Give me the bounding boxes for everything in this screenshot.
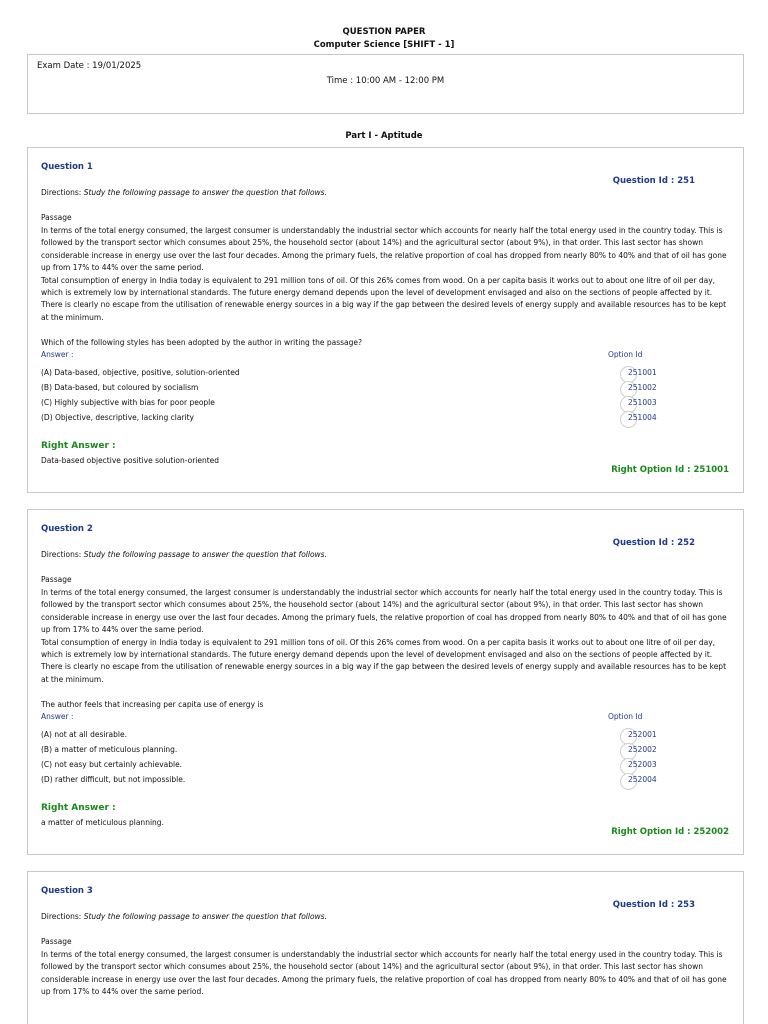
directions-text: Study the following passage to answer the question that follows.	[83, 912, 327, 921]
question-card-3	[27, 871, 744, 1024]
passage-label: Passage	[41, 575, 72, 584]
question-card-1	[27, 147, 744, 493]
exam-info-box	[27, 54, 744, 114]
answer-label: Answer :	[41, 712, 74, 721]
question-id: Question Id : 252	[612, 538, 695, 548]
passage-label: Passage	[41, 213, 72, 222]
option-text: (A) not at all desirable.	[41, 730, 127, 739]
question-directions	[41, 550, 327, 559]
option-id: 251001	[628, 368, 657, 377]
question-text: Which of the following styles has been adopted by the author in writing the passage?	[41, 338, 363, 347]
question-id: Question Id : 251	[612, 176, 695, 186]
option-id: 252002	[628, 745, 657, 754]
option-row	[41, 744, 731, 759]
question-directions	[41, 912, 327, 921]
page-title: QUESTION PAPER	[342, 27, 426, 37]
question-heading: Question 1	[41, 162, 93, 172]
option-row	[41, 397, 731, 412]
option-text: (A) Data-based, objective, positive, solution-oriented	[41, 368, 240, 377]
passage	[41, 587, 731, 686]
question-heading: Question 3	[41, 886, 93, 896]
right-answer-label: Right Answer :	[41, 441, 116, 451]
directions-text: Study the following passage to answer the question that follows.	[83, 188, 327, 197]
option-row	[41, 729, 731, 744]
directions-text: Study the following passage to answer the question that follows.	[83, 550, 327, 559]
option-text: (C) Highly subjective with bias for poor people	[41, 398, 215, 407]
option-row	[41, 382, 731, 397]
exam-time: Time : 10:00 AM - 12:00 PM	[326, 76, 445, 86]
option-id: 252001	[628, 730, 657, 739]
page-subtitle: Computer Science [SHIFT - 1]	[313, 40, 455, 50]
passage-paragraph: In terms of the total energy consumed, the largest consumer is understandably the industrial sector which accounts for nearly half the total energy used in the country today. This is followed by the transport sector which consumes about 25%, the household sector (about 14%) and the agricultural sector (about 9%), in that order. This last sector has shown considerable increase in energy use over the last four decades. Among the primary fuels, the relative proportion of coal has dropped from nearly 80% to 40% and that of oil has gone up from 17% to 44% over the same period.	[41, 950, 727, 997]
passage	[41, 949, 731, 999]
directions-prefix: Directions:	[41, 550, 82, 559]
option-text: (D) rather difficult, but not impossible.	[41, 775, 186, 784]
option-text: (C) not easy but certainly achievable.	[41, 760, 183, 769]
passage-paragraph: In terms of the total energy consumed, the largest consumer is understandably the industrial sector which accounts for nearly half the total energy used in the country today. This is followed by the transport sector which consumes about 25%, the household sector (about 14%) and the agricultural sector (about 9%), in that order. This last sector has shown considerable increase in energy use over the last four decades. Among the primary fuels, the relative proportion of coal has dropped from nearly 80% to 40% and that of oil has gone up from 17% to 44% over the same period.	[41, 588, 727, 635]
passage	[41, 225, 731, 324]
option-id: 251004	[628, 413, 657, 422]
passage-label: Passage	[41, 937, 72, 946]
option-row	[41, 367, 731, 382]
exam-date: Exam Date : 19/01/2025	[37, 61, 142, 71]
passage-paragraph: In terms of the total energy consumed, the largest consumer is understandably the industrial sector which accounts for nearly half the total energy used in the country today. This is followed by the transport sector which consumes about 25%, the household sector (about 14%) and the agricultural sector (about 9%), in that order. This last sector has shown considerable increase in energy use over the last four decades. Among the primary fuels, the relative proportion of coal has dropped from nearly 80% to 40% and that of oil has gone up from 17% to 44% over the same period.	[41, 226, 727, 273]
option-id: 251002	[628, 383, 657, 392]
right-answer-label: Right Answer :	[41, 803, 116, 813]
passage-paragraph: Total consumption of energy in India today is equivalent to 291 million tons of oil. Of this 26% comes from wood. On a per capita basis it works out to about one litre of oil per day, which is extremely low by international standards. The future energy demand depends upon the level of development envisaged and also on the sections of people affected by it. There is clearly no escape from the utilisation of renewable energy sources in a big way if the gap between the desired levels of energy supply and available resources has to be kept at the minimum.	[41, 637, 727, 684]
question-text: The author feels that increasing per capita use of energy is	[41, 700, 264, 709]
option-id-label: Option Id	[608, 350, 643, 359]
question-directions	[41, 188, 327, 197]
option-row	[41, 774, 731, 789]
question-card-2	[27, 509, 744, 855]
answer-label: Answer :	[41, 350, 74, 359]
right-option-id: Right Option Id : 252002	[611, 827, 729, 837]
right-answer-text: a matter of meticulous planning.	[41, 818, 164, 827]
question-heading: Question 2	[41, 524, 93, 534]
option-text: (B) a matter of meticulous planning.	[41, 745, 178, 754]
option-row	[41, 759, 731, 774]
directions-prefix: Directions:	[41, 188, 82, 197]
option-text: (B) Data-based, but coloured by socialism	[41, 383, 199, 392]
passage-paragraph: Total consumption of energy in India today is equivalent to 291 million tons of oil. Of this 26% comes from wood. On a per capita basis it works out to about one litre of oil per day, which is extremely low by international standards. The future energy demand depends upon the level of development envisaged and also on the sections of people affected by it. There is clearly no escape from the utilisation of renewable energy sources in a big way if the gap between the desired levels of energy supply and available resources has to be kept at the minimum.	[41, 275, 727, 322]
option-id: 252004	[628, 775, 657, 784]
option-id: 251003	[628, 398, 657, 407]
option-id-label: Option Id	[608, 712, 643, 721]
right-option-id: Right Option Id : 251001	[611, 465, 729, 475]
part-title: Part I - Aptitude	[345, 131, 423, 141]
option-id: 252003	[628, 760, 657, 769]
option-text: (D) Objective, descriptive, lacking clarity	[41, 413, 194, 422]
right-answer-text: Data-based objective positive solution-oriented	[41, 456, 220, 465]
option-row	[41, 412, 731, 427]
directions-prefix: Directions:	[41, 912, 82, 921]
question-id: Question Id : 253	[612, 900, 695, 910]
